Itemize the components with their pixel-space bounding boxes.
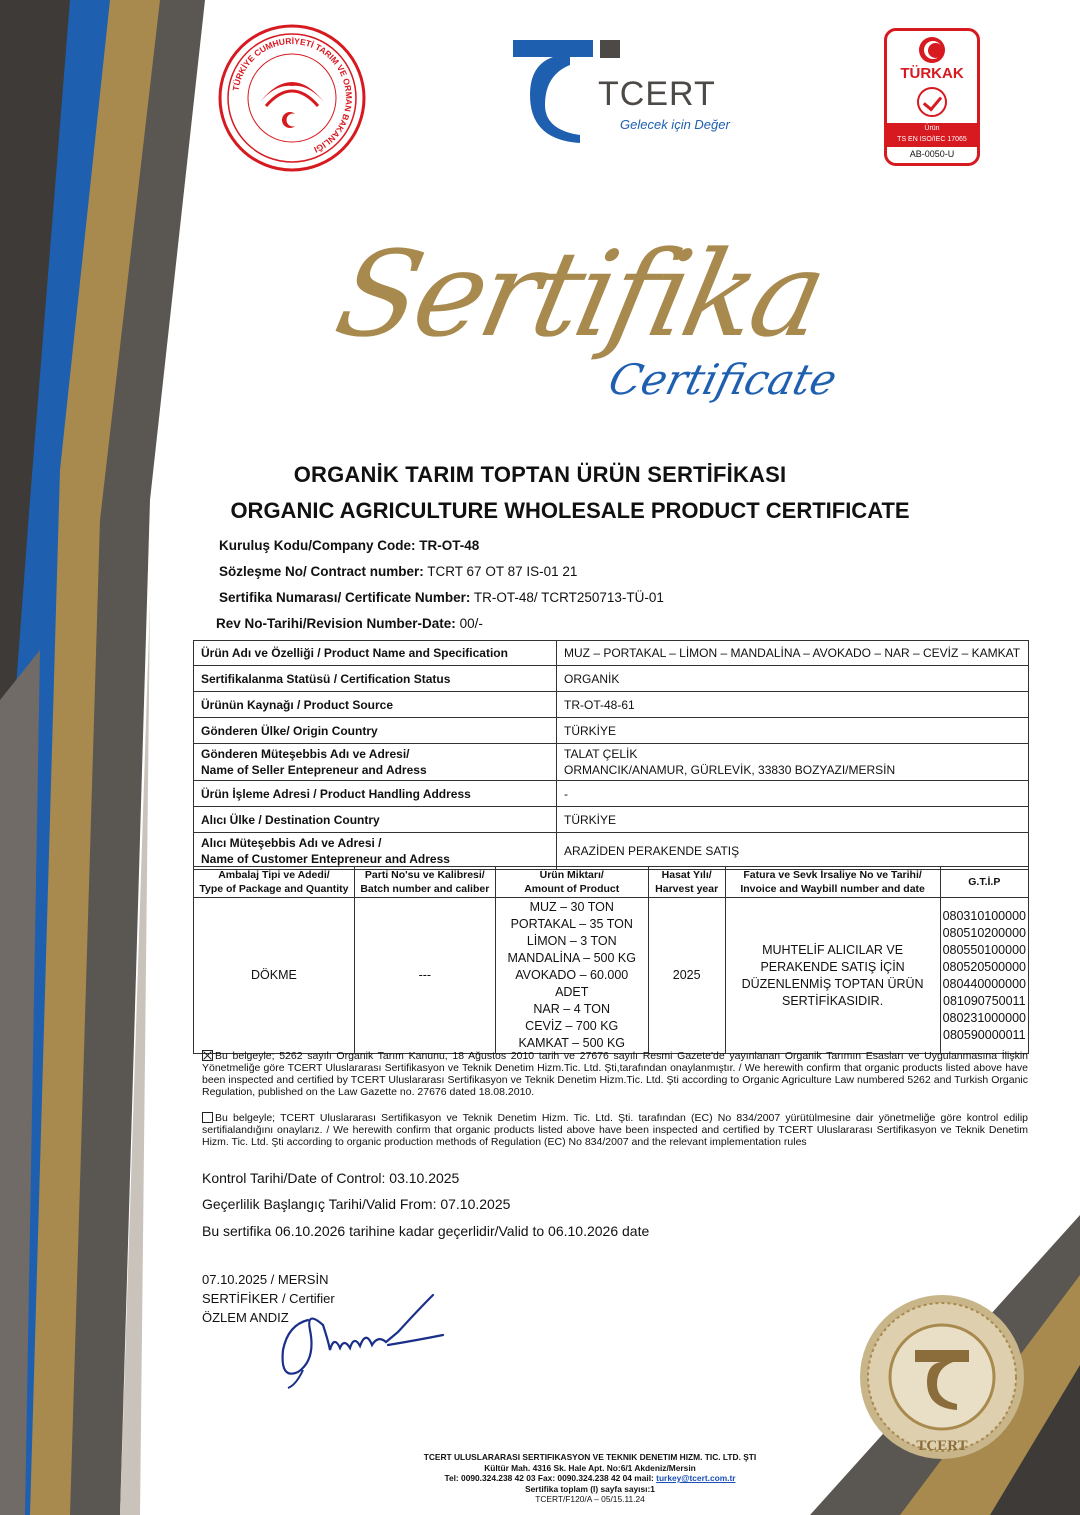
table-row xyxy=(194,692,1029,718)
tcert-gold-stamp xyxy=(857,1292,1027,1462)
handwritten-signature xyxy=(268,1290,458,1390)
amount-cell: MUZ – 30 TON PORTAKAL – 35 TON LİMON – 3 TON MANDALİNA – 500 KG AVOKADO – 60.000 ADET NAR – 4 TON CEVİZ – 700 KG KAMKAT – 500 KG xyxy=(495,898,648,1054)
certificate-number: Sertifika Numarası/ Certificate Number: TR-OT-48/ TCRT250713-TÜ-01 xyxy=(219,590,664,605)
sertifika-script: Sertifika xyxy=(325,225,835,363)
statement-regulation-5262: Bu belgeyle; 5262 sayılı Organik Tarım Kanunu, 18 Ağustos 2010 tarih ve 27676 sayılı Resmi Gazete'de yayınlanan Organik Tarımın Esasları ve Uygulanmasına İlişkin Yönetmeliğe göre TCERT Uluslararası Sertifikasyon ve Teknik Denetim Hizm.Tic. Ltd. Şti,tarafından onaylanmıştır. / We herewith confirm that organic products listed above have been inspected and certified by TCERT Uluslararası Sertifikasyon ve Teknik Denetim Hizm.Tic. Ltd. Şti according to Organic Agriculture Law numbered 5262 and Turkish Organic Regulation, published on the Law Gazette no. 27676 dated 18.08.2010. xyxy=(202,1050,1028,1098)
checkmark-icon xyxy=(917,87,947,117)
table-row xyxy=(194,781,1029,807)
certificate-script: Certificate xyxy=(603,355,842,404)
gtip-cell: 080310100000 080510200000 080550100000 080520500000 080440000000 081090750011 080231000000 080590000011 xyxy=(940,898,1028,1054)
contract-number: Sözleşme No/ Contract number: TCRT 67 OT 87 IS-01 21 xyxy=(219,564,578,579)
footer-address: Kültür Mah. 4316 Sk. Hale Apt. No:6/1 Akdeniz/Mersin xyxy=(484,1462,696,1473)
valid-to-date: Bu sertifika 06.10.2026 tarihine kadar geçerlidir/Valid to 06.10.2026 date xyxy=(202,1223,650,1239)
ministry-seal-logo xyxy=(218,24,366,172)
row-label: Sertifikalanma Statüsü / Certification Status xyxy=(194,666,557,692)
row-value: TALAT ÇELİK ORMANCIK/ANAMUR, GÜRLEVİK, 33830 BOZYAZI/MERSİN xyxy=(557,744,1029,781)
tcert-slogan: Gelecek için Değer xyxy=(620,117,730,132)
turkak-code: AB-0050-U xyxy=(909,149,955,159)
certifier-name: ÖZLEM ANDIZ xyxy=(202,1310,289,1325)
package-cell: DÖKME xyxy=(194,898,355,1054)
footer-contact: Tel: 0090.324.238 42 03 Fax: 0090.324.238 42 04 mail: turkey@tcert.com.tr xyxy=(444,1473,736,1483)
column-header: Ambalaj Tipi ve Adedi/ Type of Package and Quantity xyxy=(194,867,355,898)
svg-text:TCERT: TCERT xyxy=(916,1438,968,1454)
email-link[interactable]: turkey@tcert.com.tr xyxy=(656,1473,736,1483)
column-header: Parti No'su ve Kalibresi/ Batch number and caliber xyxy=(354,867,495,898)
turkak-line1: Ürün xyxy=(924,125,940,132)
table-row xyxy=(194,807,1029,833)
row-label: Ürünün Kaynağı / Product Source xyxy=(194,692,557,718)
table-header-row xyxy=(194,867,1029,898)
table-row xyxy=(194,666,1029,692)
table-row xyxy=(194,898,1029,1054)
control-date: Kontrol Tarihi/Date of Control: 03.10.2025 xyxy=(202,1170,460,1186)
product-detail-table xyxy=(193,866,1029,1054)
row-value: TÜRKİYE xyxy=(557,807,1029,833)
footer-company: TCERT ULUSLARARASI SERTIFIKASYON VE TEKNIK DENETIM HIZM. TIC. LTD. ŞTI xyxy=(423,1452,757,1462)
row-value: ARAZİDEN PERAKENDE SATIŞ xyxy=(557,833,1029,870)
batch-cell: --- xyxy=(354,898,495,1054)
tcert-logo xyxy=(505,35,735,145)
title-english: ORGANIC AGRICULTURE WHOLESALE PRODUCT CERTIFICATE xyxy=(230,498,910,523)
turkak-name: TÜRKAK xyxy=(900,65,964,82)
row-label: Gönderen Ülke/ Origin Country xyxy=(194,718,557,744)
row-value: MUZ – PORTAKAL – LİMON – MANDALİNA – AVOKADO – NAR – CEVİZ – KAMKAT xyxy=(557,641,1029,666)
column-header: Hasat Yılı/ Harvest year xyxy=(648,867,725,898)
revision-number: Rev No-Tarihi/Revision Number-Date: 00/- xyxy=(216,616,483,631)
statement-regulation-834-2007: Bu belgeyle; TCERT Uluslararası Sertifikasyon ve Teknik Denetim Hizm. Tic. Ltd. Şti. tarafından (EC) No 834/2007 yürütülmesine dair yönetmeliğe göre kontrol edilip sertifialandığını onaylarız. / We herewith confirm that organic products listed above have been inspected and certified by TCERT Uluslararası Sertifikasyon ve Teknik Denetim Hizm. Tic. Ltd. Şti according to organic production methods of Regulation (EC) No 834/2007 and the relevant implementation rules xyxy=(202,1112,1028,1148)
table-row xyxy=(194,744,1029,781)
row-label: Alıcı Müteşebbis Adı ve Adresi / Name of Customer Entepreneur and Adress xyxy=(194,833,557,870)
checked-checkbox-icon xyxy=(202,1050,213,1061)
row-label: Gönderen Müteşebbis Adı ve Adresi/ Name of Seller Entepreneur and Adress xyxy=(194,744,557,781)
certificate-info-table xyxy=(193,640,1029,870)
table-row xyxy=(194,641,1029,666)
row-label: Ürün İşleme Adresi / Product Handling Address xyxy=(194,781,557,807)
table-row xyxy=(194,718,1029,744)
turkak-line2: TS EN ISO/IEC 17065 xyxy=(897,136,967,143)
company-code: Kuruluş Kodu/Company Code: TR-OT-48 xyxy=(219,538,480,553)
unchecked-checkbox-icon xyxy=(202,1112,213,1123)
turkey-flag-icon xyxy=(919,37,945,63)
footer-pages: Sertifika toplam (I) sayfa sayısı:1 xyxy=(525,1483,655,1494)
row-value: ORGANİK xyxy=(557,666,1029,692)
footer-form-code: TCERT/F120/A – 05/15.11.24 xyxy=(535,1494,645,1504)
column-header: Ürün Miktarı/ Amount of Product xyxy=(495,867,648,898)
script-title-sertifika xyxy=(300,205,842,445)
row-value: TR-OT-48-61 xyxy=(557,692,1029,718)
tcert-wordmark: TCERT xyxy=(598,75,716,113)
row-label: Ürün Adı ve Özelliği / Product Name and Specification xyxy=(194,641,557,666)
table-row xyxy=(194,833,1029,870)
column-header: Fatura ve Sevk İrsaliye No ve Tarihi/ Invoice and Waybill number and date xyxy=(725,867,940,898)
row-value: - xyxy=(557,781,1029,807)
row-value: TÜRKİYE xyxy=(557,718,1029,744)
valid-from-date: Geçerlilik Başlangıç Tarihi/Valid From: 07.10.2025 xyxy=(202,1196,511,1212)
svg-text:TÜRKİYE CUMHURİYETİ TARIM VE O: TÜRKİYE CUMHURİYETİ TARIM VE ORMAN BAKANLIĞI xyxy=(230,35,355,155)
invoice-cell: MUHTELİF ALICILAR VE PERAKENDE SATIŞ İÇİN DÜZENLENMİŞ TOPTAN ÜRÜN SERTİFİKASIDIR. xyxy=(725,898,940,1054)
turkak-accreditation-badge xyxy=(884,28,980,166)
title-turkish: ORGANİK TARIM TOPTAN ÜRÜN SERTİFİKASI xyxy=(293,462,787,487)
certifier-role: SERTİFİKER / Certifier xyxy=(202,1291,335,1306)
footer xyxy=(360,1452,820,1505)
place-date: 07.10.2025 / MERSİN xyxy=(202,1272,329,1287)
column-header: G.T.İ.P xyxy=(940,867,1028,898)
row-label: Alıcı Ülke / Destination Country xyxy=(194,807,557,833)
harvest-year-cell: 2025 xyxy=(648,898,725,1054)
